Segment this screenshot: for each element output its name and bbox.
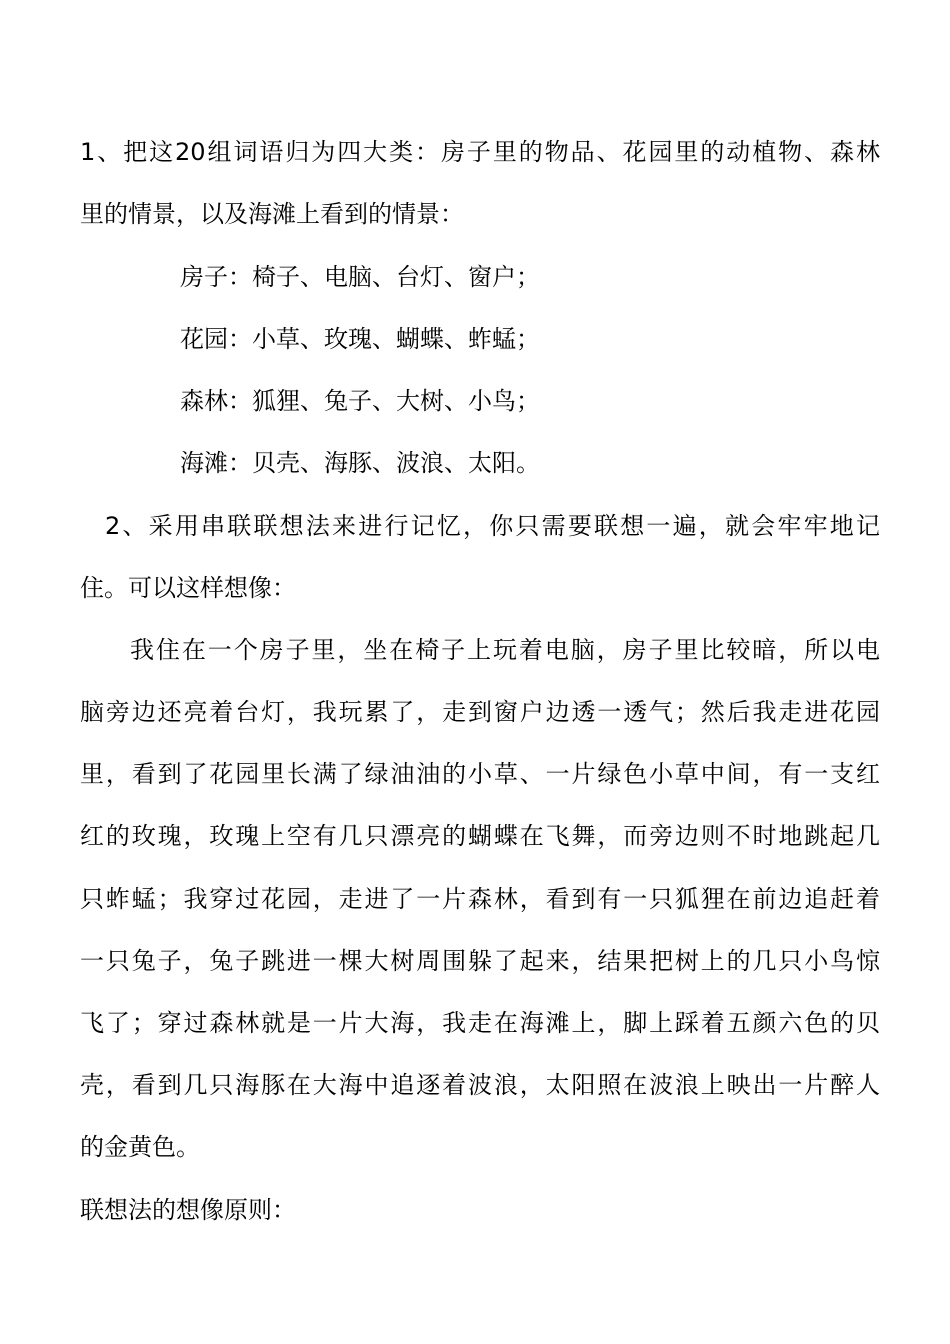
story-line-2: 脑旁边还亮着台灯，我玩累了，走到窗户边透一透气；然后我走进花园 <box>80 698 880 726</box>
story-line-5: 只蚱蜢；我穿过花园，走进了一片森林，看到有一只狐狸在前边追赶着 <box>80 885 880 913</box>
category-beach: 海滩：贝壳、海豚、波浪、太阳。 <box>180 449 540 477</box>
category-forest: 森林：狐狸、兔子、大树、小鸟； <box>180 387 540 415</box>
story-line-9: 的金黄色。 <box>80 1133 200 1161</box>
story-line-1: 我住在一个房子里，坐在椅子上玩着电脑，房子里比较暗，所以电 <box>130 636 880 664</box>
story-line-7: 飞了；穿过森林就是一片大海，我走在海滩上，脚上踩着五颜六色的贝 <box>80 1009 880 1037</box>
story-line-6: 一只兔子，兔子跳进一棵大树周围躲了起来，结果把树上的几只小鸟惊 <box>80 947 880 975</box>
story-line-3: 里，看到了花园里长满了绿油油的小草、一片绿色小草中间，有一支红 <box>80 760 880 788</box>
story-line-4: 红的玫瑰，玫瑰上空有几只漂亮的蝴蝶在飞舞，而旁边则不时地跳起几 <box>80 822 880 850</box>
intro-line-2: 里的情景，以及海滩上看到的情景： <box>80 200 464 228</box>
category-garden: 花园：小草、玫瑰、蝴蝶、蚱蜢； <box>180 325 540 353</box>
intro-line-1: 1、把这20组词语归为四大类：房子里的物品、花园里的动植物、森林 <box>80 138 880 166</box>
story-line-8: 壳，看到几只海豚在大海中追逐着波浪，太阳照在波浪上映出一片醉人 <box>80 1071 880 1099</box>
step2-line-2: 住。可以这样想像： <box>80 574 296 602</box>
principle-heading: 联想法的想像原则： <box>80 1196 296 1224</box>
category-house: 房子：椅子、电脑、台灯、窗户； <box>180 263 540 291</box>
step2-line-1: 2、采用串联联想法来进行记忆，你只需要联想一遍，就会牢牢地记 <box>105 512 880 540</box>
